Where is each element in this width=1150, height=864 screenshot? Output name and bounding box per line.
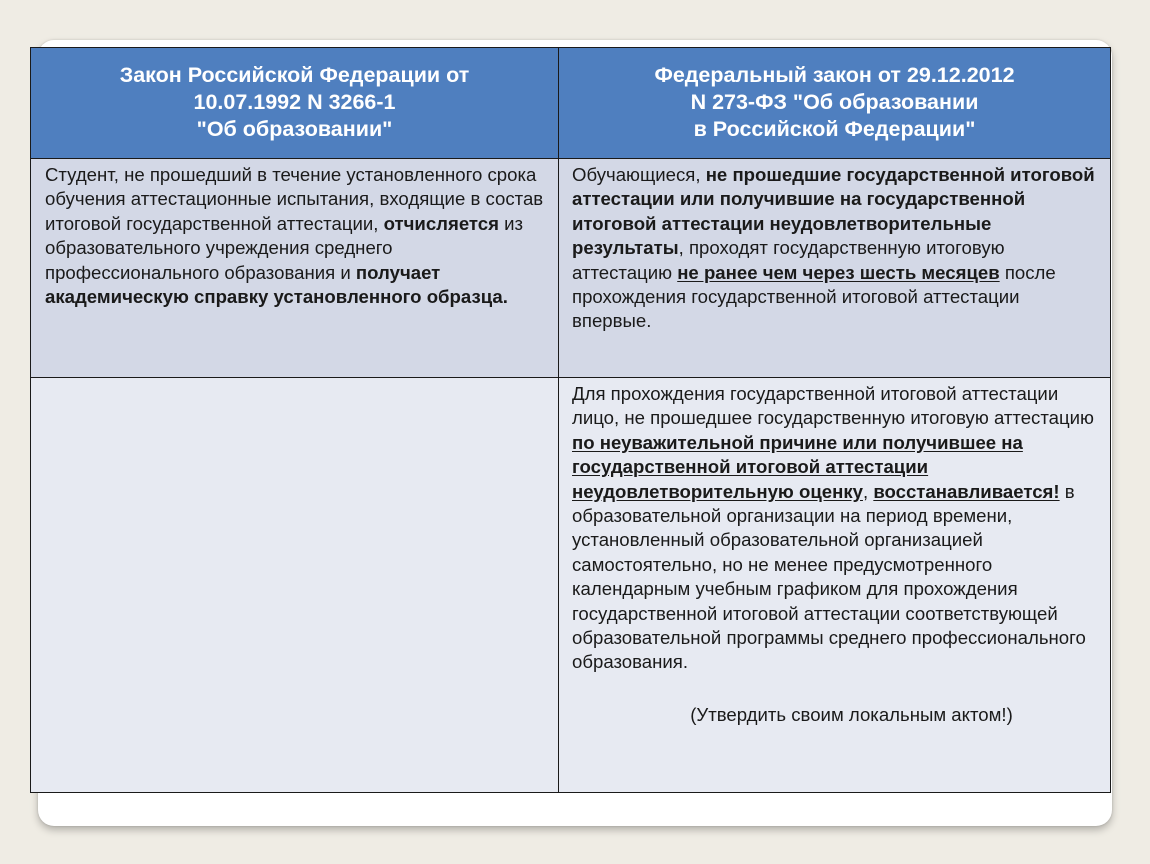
emphasis-text: по неуважительной причине или получившее на государственной итоговой аттестации неудовлетворительную оценку xyxy=(572,431,1023,502)
new-law-cell xyxy=(559,159,1111,378)
body-text: Студент, не прошедший в течение установленного срока обучения аттестационные испытания, входящие в состав итоговой государственной аттестации, xyxy=(45,164,544,234)
table-row xyxy=(31,159,1111,378)
header-new-law-line: Федеральный закон от 29.12.2012 xyxy=(654,63,1015,87)
header-old-law-line: Закон Российской Федерации от xyxy=(119,63,470,87)
new-law-text xyxy=(559,159,1110,334)
old-law-text xyxy=(31,159,558,309)
body-text: из образовательного учреждения среднего профессионального образования и xyxy=(45,212,524,283)
emphasis-text: не прошедшие государственной итоговой аттестации или получившие на государственной итоговой аттестации неудовлетворительные результаты xyxy=(572,164,1095,259)
local-act-note: (Утвердить своим локальным актом!) xyxy=(690,703,1013,725)
body-text: в образовательной организации на период времени, установленный образовательной организацией самостоятельно, но не менее предусмотренного календарным учебным графиком для прохождения государственной итоговой аттестации соответствующей образовательной программы среднего профессионального образования. xyxy=(572,480,1086,673)
header-old-law xyxy=(31,48,559,159)
emphasis-text: получает академическую справку установленного образца. xyxy=(45,261,508,308)
header-new-law xyxy=(559,48,1111,159)
old-law-text xyxy=(31,378,558,382)
body-text: , xyxy=(862,480,874,502)
old-law-cell xyxy=(31,159,559,378)
emphasis-text: не ранее чем через шесть месяцев xyxy=(677,261,1000,283)
emphasis-text: восстанавливается! xyxy=(873,480,1060,502)
body-text: Обучающиеся, xyxy=(572,164,706,185)
body-text: Для прохождения государственной итоговой аттестации лицо, не прошедшее государственную итоговую аттестацию xyxy=(572,383,1094,429)
header-old-law-line: "Об образовании" xyxy=(196,117,393,141)
table-row xyxy=(31,378,1111,793)
body-text: после прохождения государственной итоговой аттестации впервые. xyxy=(572,261,1056,332)
header-new-law-line: N 273-ФЗ "Об образовании xyxy=(690,90,979,114)
header-old-law-line: 10.07.1992 N 3266-1 xyxy=(193,90,396,114)
header-row xyxy=(31,48,1111,159)
body-text: , проходят государственную итоговую аттестацию xyxy=(572,237,1005,283)
old-law-empty-cell xyxy=(31,378,559,793)
new-law-text xyxy=(559,378,1110,675)
emphasis-text: отчисляется xyxy=(383,212,499,234)
comparison-table xyxy=(30,47,1111,793)
new-law-cell xyxy=(559,378,1111,793)
header-new-law-line: в Российской Федерации" xyxy=(693,117,976,141)
